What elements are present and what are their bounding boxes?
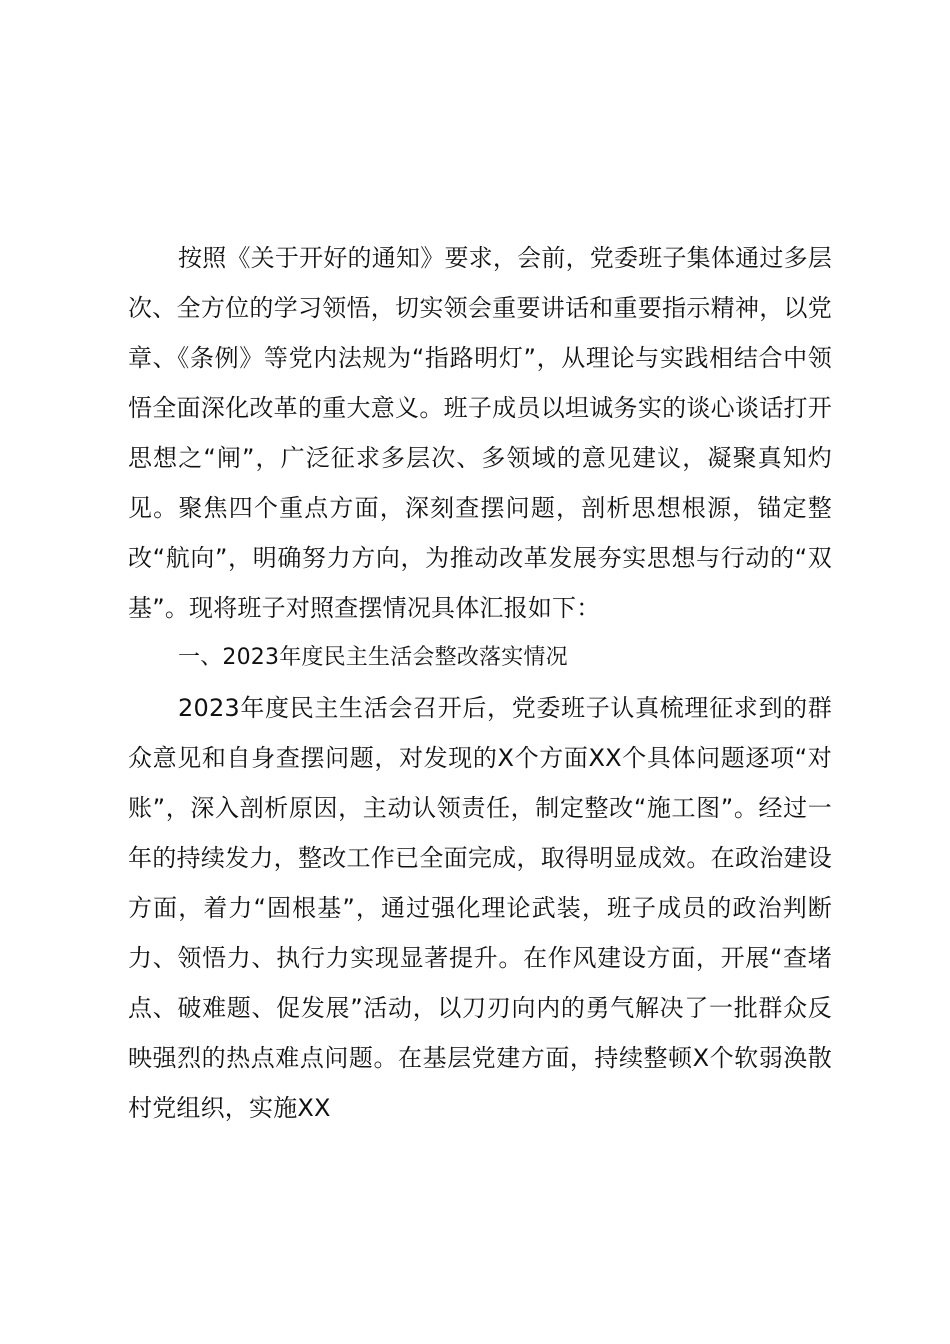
section-heading: 一、2023年度民主生活会整改落实情况 xyxy=(178,645,568,670)
document-body xyxy=(128,233,832,1133)
intro-paragraph: 按照《关于开好的通知》要求，会前，党委班子集体通过多层次、全方位的学习领悟，切实领会重要讲话和重要指示精神，以党章、《条例》等党内法规为“指路明灯”，从理论与实践相结合中领悟全面深化改革的重大意义。班子成员以坦诚务实的谈心谈话打开思想之“闸”，广泛征求多层次、多领域的意见建议，凝聚真知灼见。聚焦四个重点方面，深刻查摆问题，剖析思想根源，锚定整改“航向”，明确努力方向，为推动改革发展夯实思想与行动的“双基”。现将班子对照查摆情况具体汇报如下： xyxy=(128,244,832,622)
section-paragraph: 2023年度民主生活会召开后，党委班子认真梳理征求到的群众意见和自身查摆问题，对发现的X个方面XX个具体问题逐项“对账”，深入剖析原因，主动认领责任，制定整改“施工图”。经过一年的持续发力，整改工作已全面完成，取得明显成效。在政治建设方面，着力“固根基”，通过强化理论武装，班子成员的政治判断力、领悟力、执行力实现显著提升。在作风建设方面，开展“查堵点、破难题、促发展”活动，以刀刃向内的勇气解决了一批群众反映强烈的热点难点问题。在基层党建方面，持续整顿X个软弱涣散村党组织，实施XX xyxy=(128,694,832,1122)
